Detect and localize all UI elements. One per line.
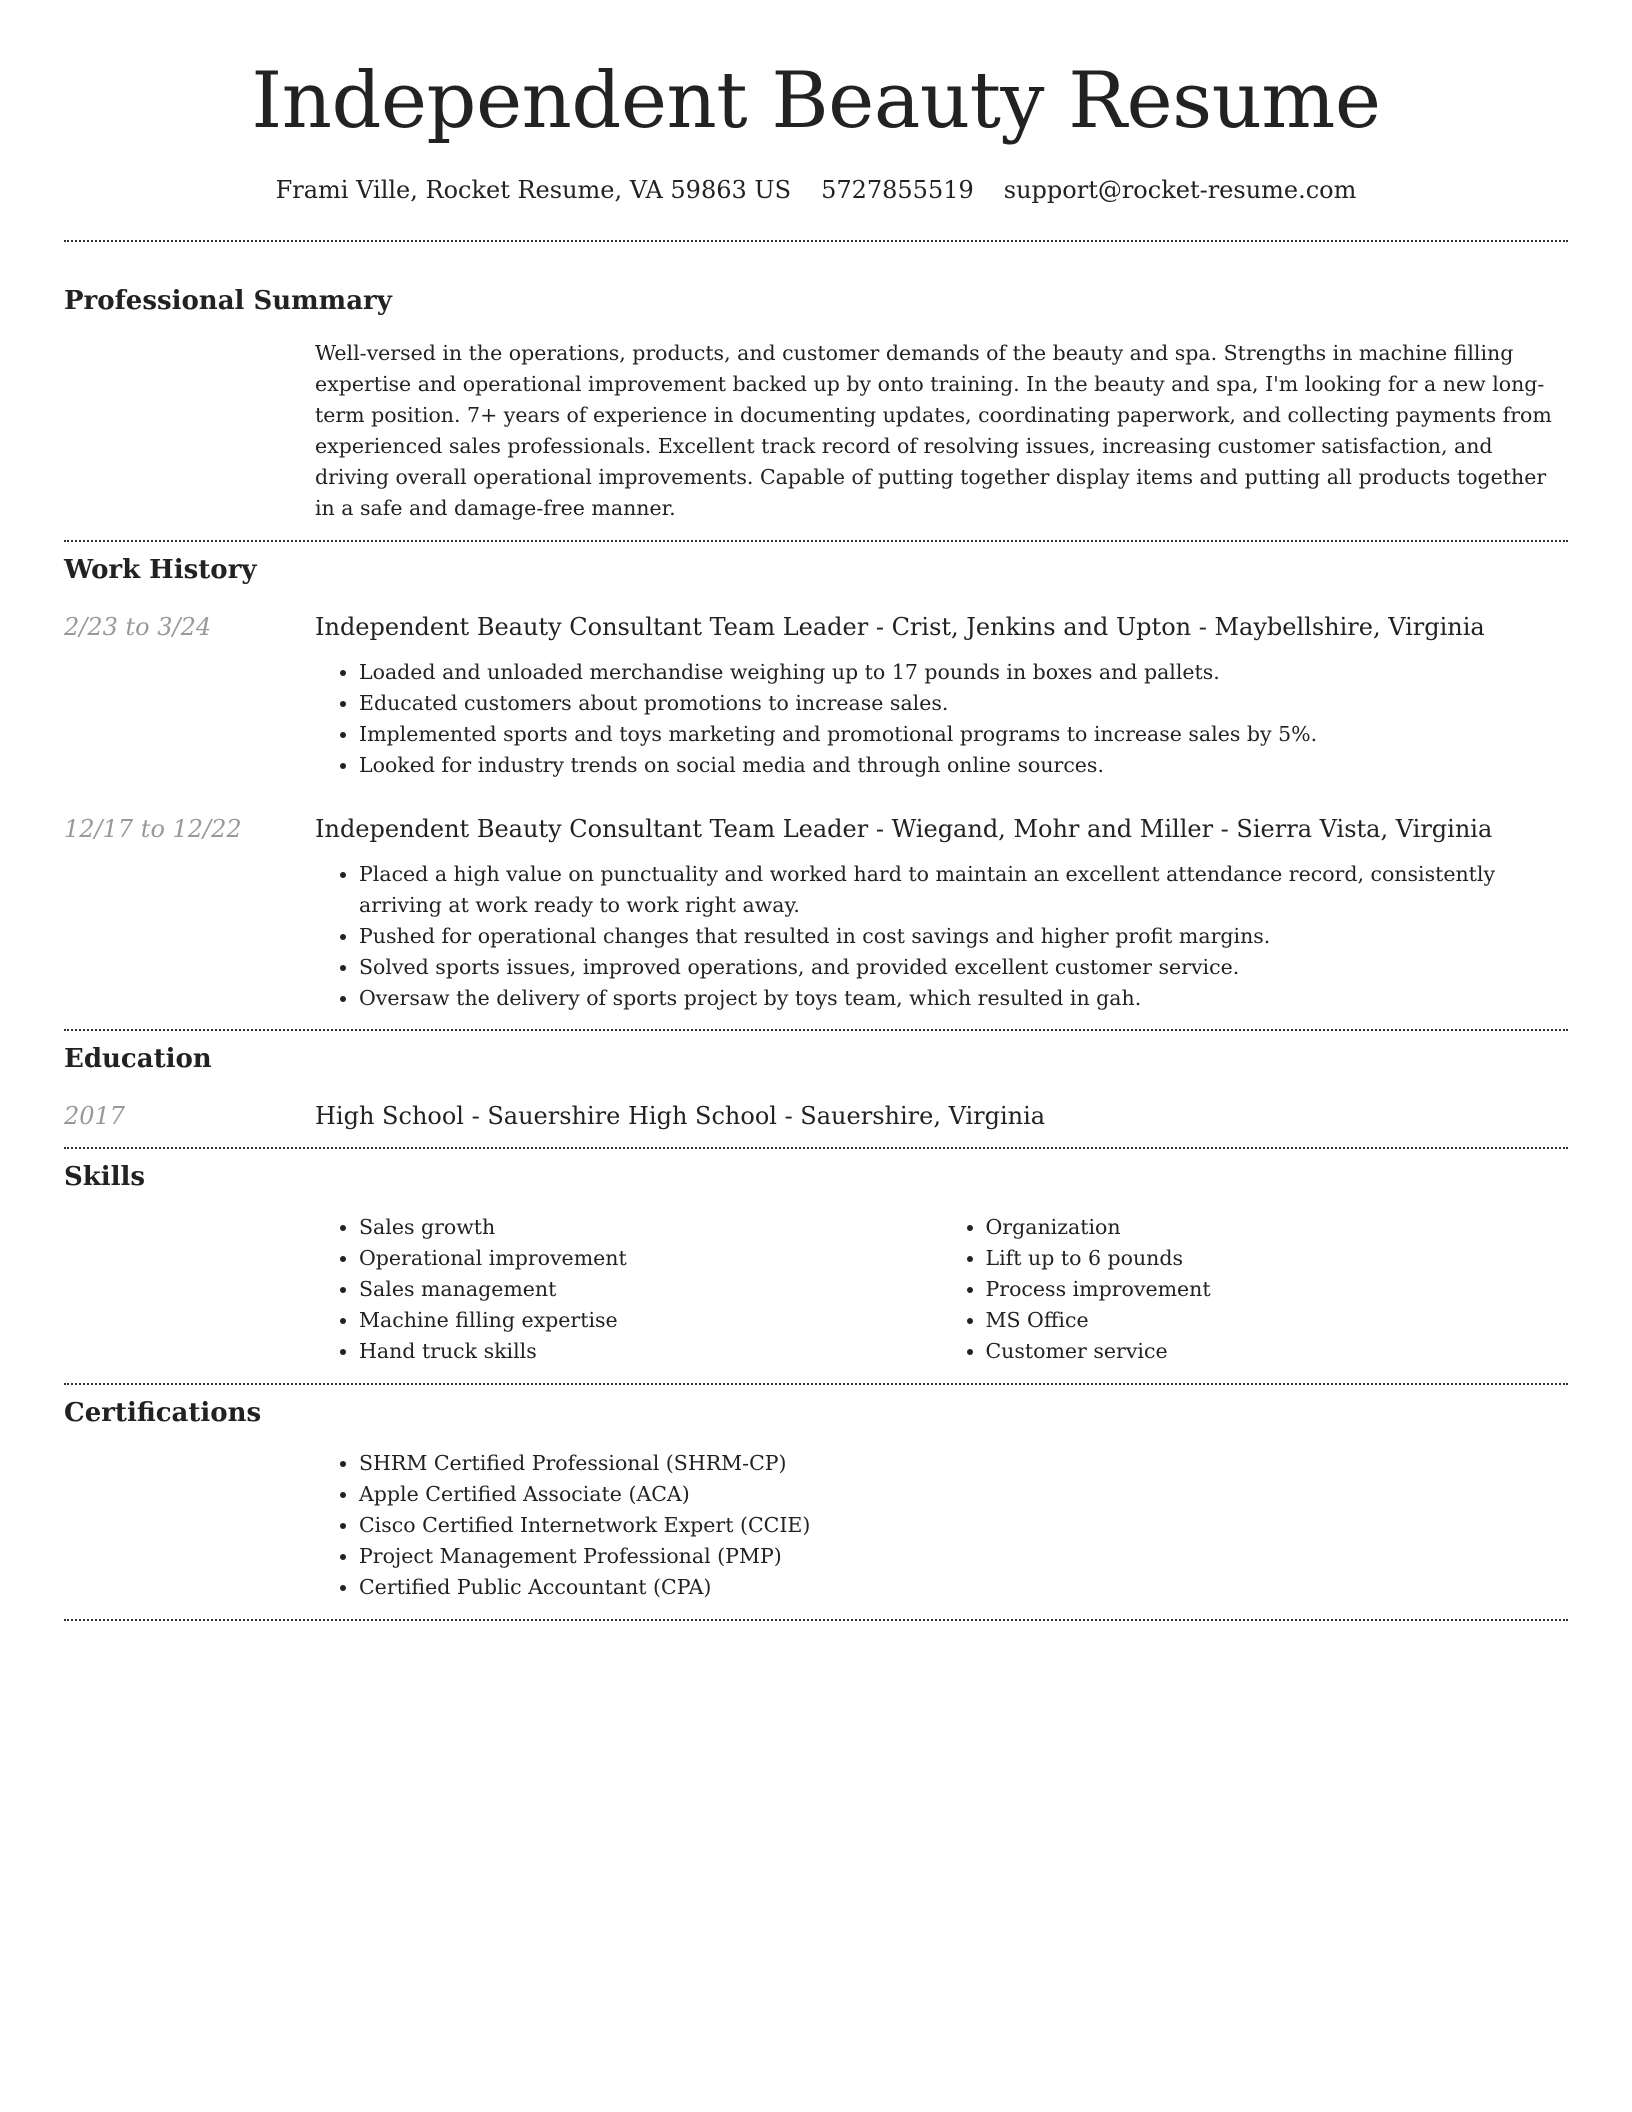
summary-heading: Professional Summary <box>64 286 392 316</box>
contact-address: Frami Ville, Rocket Resume, VA 59863 US <box>275 176 792 204</box>
job-bullet: • Looked for industry trends on social media and through online sources. <box>359 750 1568 781</box>
job-bullet: • Placed a high value on punctuality and worked hard to maintain an excellent attendance record, consistently arriving at work ready to work right away. <box>359 859 1568 921</box>
job-bullets <box>315 859 1568 1014</box>
skills-column-left <box>315 1212 942 1367</box>
job-bullet: • Pushed for operational changes that resulted in cost savings and higher profit margins. <box>359 921 1568 952</box>
certification-item: • Cisco Certified Internetwork Expert (CCIE) <box>359 1510 1568 1541</box>
skills-column-right <box>942 1212 1569 1367</box>
skills-heading: Skills <box>64 1162 146 1192</box>
education-entry <box>64 1100 1568 1132</box>
job-bullets <box>315 657 1568 781</box>
job-heading: Independent Beauty Consultant Team Leader - Wiegand, Mohr and Miller - Sierra Vista, Virginia <box>315 815 1493 843</box>
skill-item: • Operational improvement <box>359 1243 942 1274</box>
resume-title: Independent Beauty Resume <box>251 56 1381 146</box>
certifications-list-wrap <box>315 1448 1568 1603</box>
certification-item: • SHRM Certified Professional (SHRM-CP) <box>359 1448 1568 1479</box>
job-entry <box>64 813 1568 1029</box>
education-heading: Education <box>64 1044 212 1074</box>
job-content <box>315 813 1568 1029</box>
education-section <box>64 1042 1568 1132</box>
skill-item: • Sales management <box>359 1274 942 1305</box>
certifications-section <box>64 1396 1568 1603</box>
work-history-heading: Work History <box>64 555 257 585</box>
job-content <box>315 611 1568 781</box>
skill-item: • Process improvement <box>986 1274 1569 1305</box>
skill-item: • Machine filling expertise <box>359 1305 942 1336</box>
skills-section <box>64 1160 1568 1367</box>
skill-item: • Organization <box>986 1212 1569 1243</box>
skill-item: • Lift up to 6 pounds <box>986 1243 1569 1274</box>
summary-section <box>64 284 1568 524</box>
divider <box>64 1383 1568 1385</box>
certification-item: • Apple Certified Associate (ACA) <box>359 1479 1568 1510</box>
divider <box>64 1147 1568 1149</box>
work-history-section <box>64 553 1568 1029</box>
education-year: 2017 <box>64 1102 126 1130</box>
certifications-heading: Certifications <box>64 1398 262 1428</box>
job-entry <box>64 611 1568 781</box>
certifications-list <box>315 1448 1568 1603</box>
certification-item: • Project Management Professional (PMP) <box>359 1541 1568 1572</box>
divider <box>64 240 1568 242</box>
resume-page <box>64 0 1568 1621</box>
contact-line <box>64 174 1568 206</box>
divider <box>64 1619 1568 1621</box>
divider <box>64 1029 1568 1031</box>
skill-item: • Sales growth <box>359 1212 942 1243</box>
job-dates: 2/23 to 3/24 <box>64 613 212 641</box>
divider <box>64 540 1568 542</box>
job-heading: Independent Beauty Consultant Team Leader - Crist, Jenkins and Upton - Maybellshire, Virginia <box>315 613 1485 641</box>
job-bullet: • Solved sports issues, improved operations, and provided excellent customer service. <box>359 952 1568 983</box>
job-bullet: • Educated customers about promotions to increase sales. <box>359 688 1568 719</box>
education-heading-text: High School - Sauershire High School - Sauershire, Virginia <box>315 1102 1046 1130</box>
job-bullet: • Implemented sports and toys marketing and promotional programs to increase sales by 5%. <box>359 719 1568 750</box>
skill-item: • Customer service <box>986 1336 1569 1367</box>
contact-email: support@rocket-resume.com <box>1003 176 1357 204</box>
skills-grid <box>315 1212 1568 1367</box>
summary-text: Well-versed in the operations, products, and customer demands of the beauty and spa. Strengths in machine filling expertise and operational improvement backed up by onto training. In the beauty and spa, I'm looking for a new long-term position. 7+ years of experience in documenting updates, coordinating paperwork, and collecting payments from experienced sales professionals. Excellent track record of resolving issues, increasing customer satisfaction, and driving overall operational improvements. Capable of putting together display items and putting all products together in a safe and damage-free manner. <box>315 341 1552 520</box>
job-dates: 12/17 to 12/22 <box>64 815 242 843</box>
job-bullet: • Oversaw the delivery of sports project by toys team, which resulted in gah. <box>359 983 1568 1014</box>
job-bullet: • Loaded and unloaded merchandise weighing up to 17 pounds in boxes and pallets. <box>359 657 1568 688</box>
certification-item: • Certified Public Accountant (CPA) <box>359 1572 1568 1603</box>
skill-item: • MS Office <box>986 1305 1569 1336</box>
skill-item: • Hand truck skills <box>359 1336 942 1367</box>
contact-phone: 5727855519 <box>821 176 974 204</box>
